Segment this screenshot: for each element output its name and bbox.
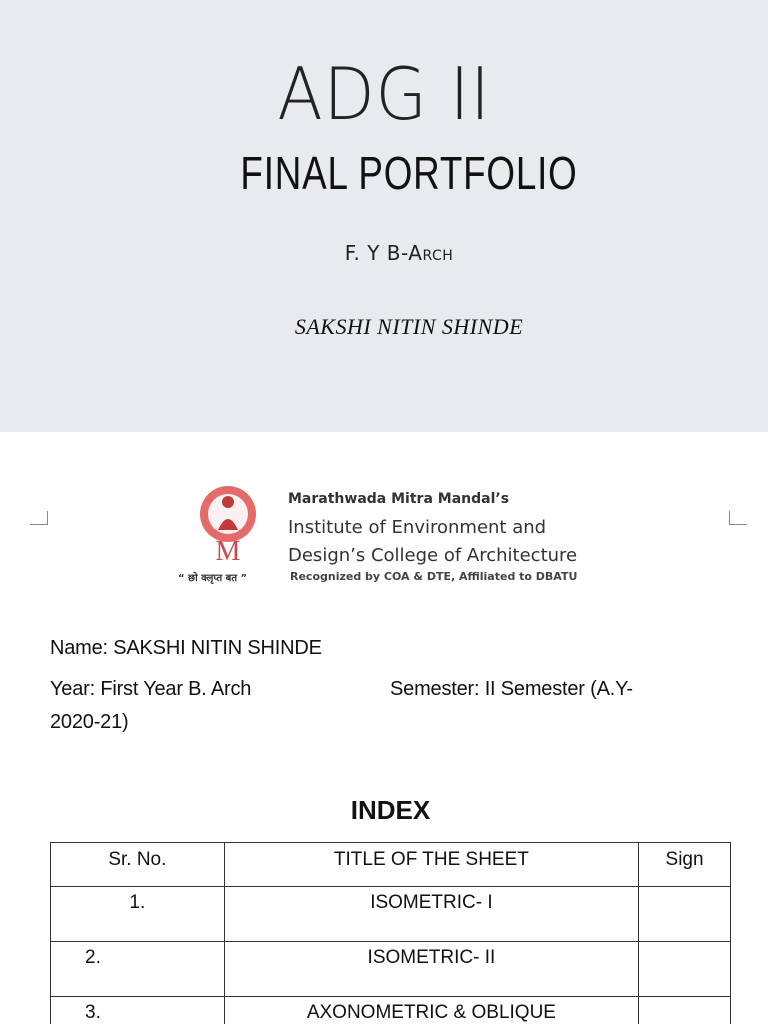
index-header-row xyxy=(51,843,731,887)
row-title: ISOMETRIC- I xyxy=(224,887,638,942)
index-table xyxy=(50,842,731,1024)
row-title: AXONOMETRIC & OBLIQUE xyxy=(224,997,638,1024)
cover-title: ADG II xyxy=(277,52,491,136)
row-sr-no: 2. xyxy=(51,942,225,997)
table-row xyxy=(51,997,731,1024)
page-corner-mark-left xyxy=(30,511,48,525)
cover-panel xyxy=(0,0,768,432)
student-semester: Semester: II Semester (A.Y- xyxy=(390,678,633,700)
row-title: ISOMETRIC- II xyxy=(224,942,638,997)
row-sign xyxy=(639,942,731,997)
page-corner-mark-right xyxy=(729,511,747,525)
academic-year: 2020-21) xyxy=(50,711,129,733)
row-sign xyxy=(639,887,731,942)
column-header-sign: Sign xyxy=(639,843,731,887)
student-name: Name: SAKSHI NITIN SHINDE xyxy=(50,637,322,659)
cover-class: F. Y B-Arch xyxy=(344,241,454,265)
row-sr-no: 1. xyxy=(51,887,225,942)
college-name-line3: Design’s College of Architecture xyxy=(288,545,578,566)
cover-subtitle: FINAL PORTFOLIO xyxy=(240,147,578,199)
college-logo xyxy=(196,480,260,568)
college-name-line1: Marathwada Mitra Mandal’s xyxy=(288,491,510,507)
college-motto: “ छो क्लृप्त बत ” xyxy=(178,573,248,584)
column-header-title: TITLE OF THE SHEET xyxy=(224,843,638,887)
college-recognition: Recognized by COA & DTE, Affiliated to DBATU xyxy=(290,570,578,583)
college-header xyxy=(288,490,577,570)
index-title: INDEX xyxy=(350,795,431,825)
table-row xyxy=(51,887,731,942)
table-row xyxy=(51,942,731,997)
logo-letter: M xyxy=(215,536,241,567)
college-name-line2: Institute of Environment and xyxy=(288,517,547,538)
row-sr-no: 3. xyxy=(51,997,225,1024)
column-header-sr-no: Sr. No. xyxy=(51,843,225,887)
student-year: Year: First Year B. Arch xyxy=(50,678,252,700)
cover-student-name: SAKSHI NITIN SHINDE xyxy=(294,314,524,339)
row-sign xyxy=(639,997,731,1024)
